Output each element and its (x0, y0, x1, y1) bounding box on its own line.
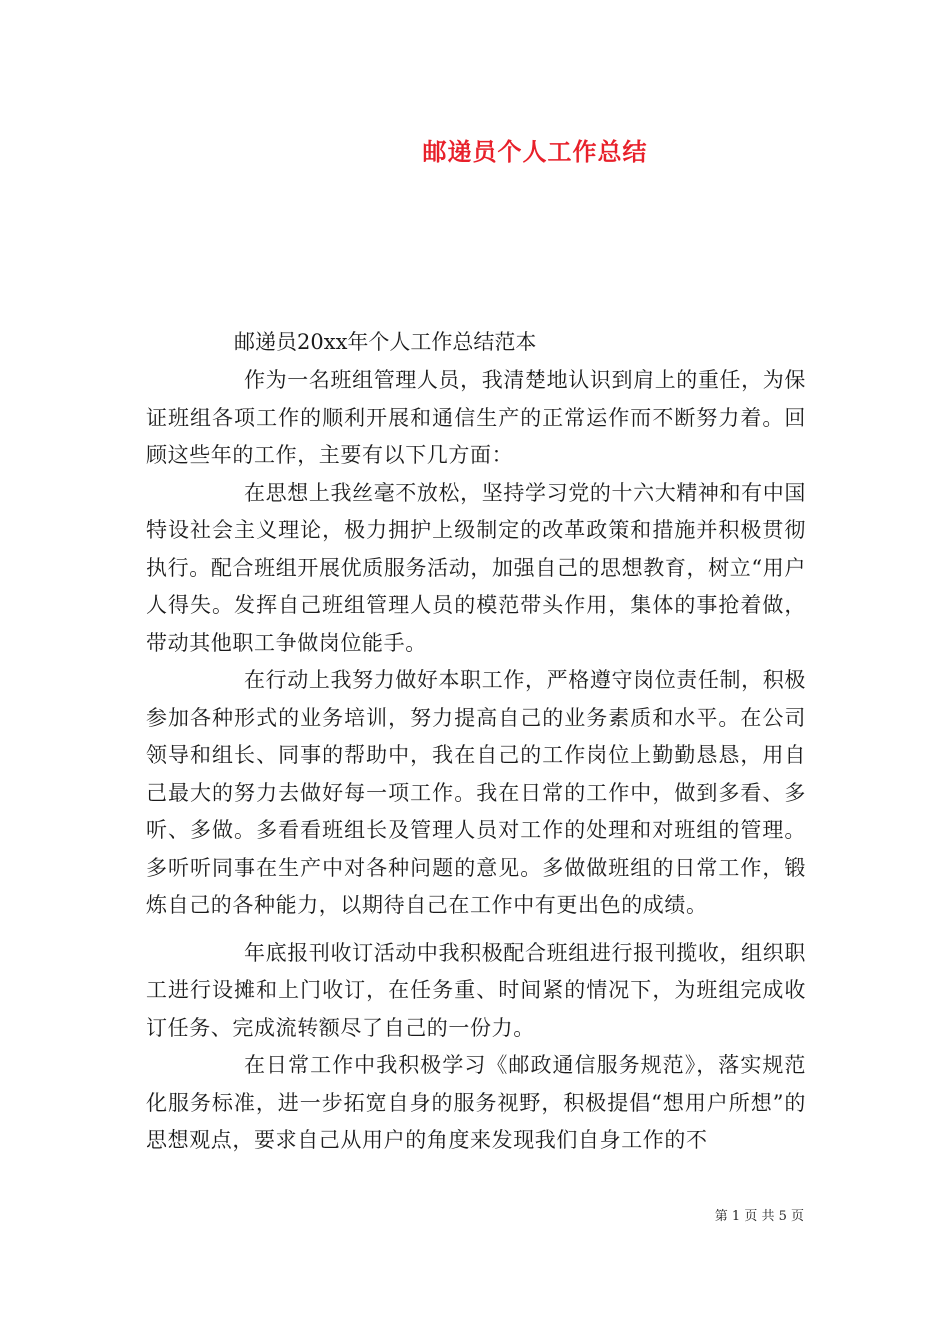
paragraph: 年底报刊收订活动中我积极配合班组进行报刊揽收，组织职工进行设摊和上门收订，在任务重、时间紧的情况下，为班组完成收订任务、完成流转额尽了自己的一份力。 (146, 940, 806, 1040)
paragraph: 在行动上我努力做好本职工作，严格遵守岗位责任制，积极参加各种形式的业务培训，努力提高自己的业务素质和水平。在公司领导和组长、同事的帮助中，我在自己的工作岗位上勤勤恳恳，用自己最大的努力去做好每一项工作。我在日常的工作中，做到多看、多听、多做。多看看班组长及管理人员对工作的处理和对班组的管理。多听听同事在生产中对各种问题的意见。多做做班组的日常工作，锻炼自己的各种能力，以期待自己在工作中有更出色的成绩。 (146, 668, 806, 917)
page-number-footer: 第 1 页 共 5 页 (714, 1209, 804, 1224)
document-title: 邮递员个人工作总结 (422, 138, 648, 166)
paragraph: 在日常工作中我积极学习《邮政通信服务规范》，落实规范化服务标准，进一步拓宽自身的服务视野，积极提倡“想用户所想”的思想观点，要求自己从用户的角度来发现我们自身工作的不 (146, 1053, 806, 1152)
paragraph: 作为一名班组管理人员，我清楚地认识到肩上的重任，为保证班组各项工作的顺利开展和通信生产的正常运作而不断努力着。回顾这些年的工作，主要有以下几方面： (146, 368, 806, 467)
document-subtitle: 邮递员20xx年个人工作总结范本 (234, 330, 537, 354)
paragraph: 在思想上我丝毫不放松，坚持学习党的十六大精神和有中国特设社会主义理论，极力拥护上级制定的改革政策和措施并积极贯彻执行。配合班组开展优质服务活动，加强自己的思想教育，树立“用户人得失。发挥自己班组管理人员的模范带头作用，集体的事抢着做，带动其他职工争做岗位能手。 (146, 480, 806, 655)
document-body (146, 322, 806, 1160)
